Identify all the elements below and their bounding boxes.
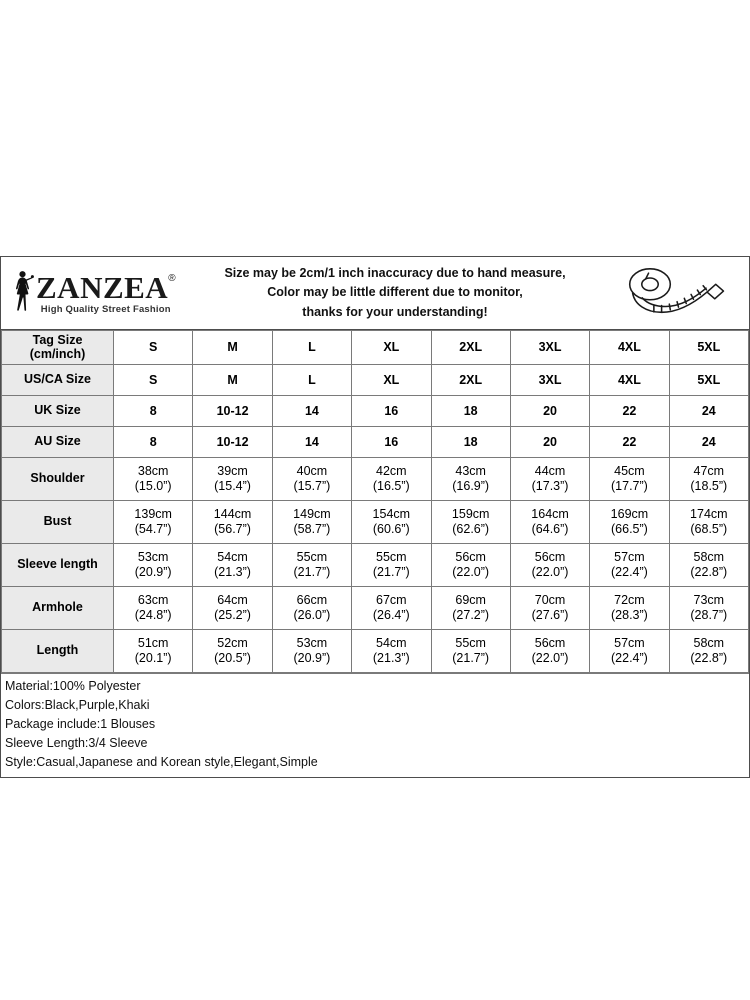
cell-length-6 — [590, 629, 669, 672]
measurement-notice — [181, 264, 609, 322]
value-inch: (18.5”) — [690, 478, 728, 493]
cell-shoulder-0 — [114, 457, 193, 500]
value-cm: 144cm — [213, 507, 252, 522]
value-cm: 39cm — [217, 464, 248, 479]
cell-sleeve-7 — [669, 543, 748, 586]
table-row — [2, 331, 749, 365]
value-cm: 54cm — [376, 636, 407, 651]
table-row — [2, 543, 749, 586]
cell-sleeve-6 — [590, 543, 669, 586]
value-cm: 56cm — [534, 636, 566, 651]
value-inch: (20.9”) — [293, 650, 331, 665]
size-chart-card — [0, 256, 750, 778]
cell-shoulder-2 — [272, 457, 351, 500]
value-cm: 55cm — [296, 550, 328, 565]
detail-colors: Colors:Black,Purple,Khaki — [5, 697, 150, 712]
woman-silhouette-icon — [9, 270, 35, 316]
value-inch: (16.9”) — [452, 478, 490, 493]
table-row — [2, 629, 749, 672]
value-cm: 53cm — [137, 550, 169, 565]
cell-armhole-2 — [272, 586, 351, 629]
cell-au-7: 24 — [669, 426, 748, 457]
cell-bust-2 — [272, 500, 351, 543]
notice-line-2: Color may be little different due to monitor, — [267, 285, 523, 300]
cell-au-4: 18 — [431, 426, 510, 457]
cell-us-ca-2: L — [272, 364, 351, 395]
value-cm: 53cm — [296, 636, 328, 651]
cell-uk-7: 24 — [669, 395, 748, 426]
registered-trademark-icon: ® — [168, 272, 176, 284]
cell-length-0 — [114, 629, 193, 672]
cell-sleeve-3 — [352, 543, 431, 586]
cell-sleeve-1 — [193, 543, 272, 586]
value-inch: (15.0”) — [134, 478, 172, 493]
cell-au-0: 8 — [114, 426, 193, 457]
value-inch: (28.7”) — [690, 607, 728, 622]
value-cm: 45cm — [614, 464, 645, 479]
value-inch: (17.3”) — [531, 478, 569, 493]
value-inch: (58.7”) — [293, 521, 331, 536]
cell-us-ca-6: 4XL — [590, 364, 669, 395]
value-cm: 57cm — [614, 550, 645, 565]
value-cm: 70cm — [534, 593, 566, 608]
cell-shoulder-7 — [669, 457, 748, 500]
value-inch: (60.6”) — [372, 521, 410, 536]
value-cm: 55cm — [455, 636, 486, 651]
cell-bust-3 — [352, 500, 431, 543]
value-inch: (22.8”) — [690, 650, 728, 665]
value-cm: 139cm — [134, 507, 172, 522]
value-cm: 56cm — [534, 550, 566, 565]
cell-armhole-1 — [193, 586, 272, 629]
cell-us-ca-1: M — [193, 364, 272, 395]
value-cm: 64cm — [217, 593, 248, 608]
cell-au-2: 14 — [272, 426, 351, 457]
notice-line-3: thanks for your understanding! — [302, 304, 488, 319]
value-inch: (25.2”) — [214, 607, 251, 622]
value-inch: (15.4”) — [214, 478, 251, 493]
value-cm: 154cm — [372, 507, 411, 522]
value-cm: 169cm — [610, 507, 649, 522]
value-cm: 174cm — [690, 507, 728, 522]
value-cm: 69cm — [455, 593, 486, 608]
cell-tag-size-2: L — [272, 331, 351, 365]
value-inch: (27.6”) — [531, 607, 569, 622]
cell-length-1 — [193, 629, 272, 672]
row-label-au-size: AU Size — [2, 426, 114, 457]
chart-header — [1, 257, 749, 330]
cell-armhole-7 — [669, 586, 748, 629]
value-inch: (15.7”) — [293, 478, 331, 493]
detail-material: Material:100% Polyester — [5, 678, 141, 693]
cell-shoulder-1 — [193, 457, 272, 500]
cell-tag-size-4: 2XL — [431, 331, 510, 365]
value-cm: 55cm — [376, 550, 407, 565]
row-label-us-ca-size: US/CA Size — [2, 364, 114, 395]
cell-bust-6 — [590, 500, 669, 543]
cell-shoulder-4 — [431, 457, 510, 500]
table-row — [2, 426, 749, 457]
cell-length-7 — [669, 629, 748, 672]
value-cm: 40cm — [296, 464, 328, 479]
cell-bust-5 — [510, 500, 589, 543]
product-details — [1, 673, 749, 777]
cell-us-ca-4: 2XL — [431, 364, 510, 395]
value-inch: (21.7”) — [293, 564, 331, 579]
value-cm: 63cm — [137, 593, 169, 608]
value-cm: 58cm — [693, 550, 725, 565]
cell-bust-7 — [669, 500, 748, 543]
value-cm: 73cm — [693, 593, 725, 608]
cell-au-6: 22 — [590, 426, 669, 457]
value-cm: 43cm — [455, 464, 486, 479]
cell-sleeve-5 — [510, 543, 589, 586]
tag-size-label-line2: (cm/inch) — [29, 347, 86, 362]
cell-bust-4 — [431, 500, 510, 543]
notice-line-1: Size may be 2cm/1 inch inaccuracy due to hand measure, — [224, 265, 566, 280]
cell-bust-0 — [114, 500, 193, 543]
cell-us-ca-3: XL — [352, 364, 431, 395]
detail-package-include: Package include:1 Blouses — [5, 716, 156, 731]
row-label-sleeve-length: Sleeve length — [2, 543, 114, 586]
value-inch: (26.0”) — [293, 607, 331, 622]
value-inch: (28.3”) — [611, 607, 648, 622]
cell-sleeve-2 — [272, 543, 351, 586]
cell-us-ca-5: 3XL — [510, 364, 589, 395]
cell-sleeve-4 — [431, 543, 510, 586]
value-inch: (62.6”) — [452, 521, 490, 536]
brand-tagline: High Quality Street Fashion — [40, 303, 171, 315]
cell-tag-size-6: 4XL — [590, 331, 669, 365]
row-label-armhole: Armhole — [2, 586, 114, 629]
value-inch: (21.3”) — [372, 650, 410, 665]
value-cm: 54cm — [217, 550, 248, 565]
brand-name: ZANZEA — [36, 269, 169, 305]
value-inch: (27.2”) — [452, 607, 490, 622]
cell-au-3: 16 — [352, 426, 431, 457]
tag-size-label-line1: Tag Size — [32, 333, 83, 347]
value-cm: 72cm — [614, 593, 645, 608]
cell-tag-size-5: 3XL — [510, 331, 589, 365]
measuring-tape-icon — [609, 263, 749, 323]
cell-armhole-3 — [352, 586, 431, 629]
cell-tag-size-7: 5XL — [669, 331, 748, 365]
value-cm: 58cm — [693, 636, 725, 651]
value-inch: (20.9”) — [134, 564, 172, 579]
cell-length-4 — [431, 629, 510, 672]
cell-tag-size-1: M — [193, 331, 272, 365]
table-row — [2, 395, 749, 426]
value-cm: 47cm — [693, 464, 725, 479]
row-label-uk-size: UK Size — [2, 395, 114, 426]
value-inch: (20.5”) — [214, 650, 251, 665]
value-inch: (22.8”) — [690, 564, 728, 579]
cell-us-ca-7: 5XL — [669, 364, 748, 395]
cell-length-3 — [352, 629, 431, 672]
cell-bust-1 — [193, 500, 272, 543]
cell-uk-2: 14 — [272, 395, 351, 426]
cell-au-5: 20 — [510, 426, 589, 457]
value-inch: (21.7”) — [452, 650, 490, 665]
cell-uk-1: 10-12 — [193, 395, 272, 426]
cell-tag-size-3: XL — [352, 331, 431, 365]
value-cm: 44cm — [534, 464, 566, 479]
cell-armhole-4 — [431, 586, 510, 629]
value-cm: 51cm — [137, 636, 169, 651]
table-row — [2, 457, 749, 500]
value-inch: (24.8”) — [134, 607, 172, 622]
table-row — [2, 364, 749, 395]
detail-sleeve-length: Sleeve Length:3/4 Sleeve — [5, 735, 148, 750]
value-cm: 66cm — [296, 593, 328, 608]
value-inch: (22.0”) — [452, 564, 490, 579]
cell-sleeve-0 — [114, 543, 193, 586]
table-row — [2, 500, 749, 543]
value-inch: (66.5”) — [611, 521, 648, 536]
cell-shoulder-6 — [590, 457, 669, 500]
value-inch: (17.7”) — [611, 478, 648, 493]
row-label-shoulder: Shoulder — [2, 457, 114, 500]
value-inch: (22.4”) — [611, 650, 648, 665]
cell-shoulder-3 — [352, 457, 431, 500]
value-cm: 159cm — [451, 507, 490, 522]
cell-uk-0: 8 — [114, 395, 193, 426]
value-inch: (64.6”) — [531, 521, 569, 536]
value-inch: (21.7”) — [372, 564, 410, 579]
row-label-bust: Bust — [2, 500, 114, 543]
value-inch: (26.4”) — [372, 607, 410, 622]
cell-uk-6: 22 — [590, 395, 669, 426]
cell-armhole-6 — [590, 586, 669, 629]
value-inch: (22.0”) — [531, 564, 569, 579]
brand-wordmark — [36, 269, 176, 315]
value-inch: (56.7”) — [214, 521, 251, 536]
value-inch: (22.0”) — [531, 650, 569, 665]
value-cm: 57cm — [614, 636, 645, 651]
brand-logo — [1, 270, 181, 316]
value-inch: (20.1”) — [134, 650, 172, 665]
cell-au-1: 10-12 — [193, 426, 272, 457]
table-row — [2, 586, 749, 629]
cell-uk-5: 20 — [510, 395, 589, 426]
value-cm: 42cm — [376, 464, 407, 479]
cell-armhole-0 — [114, 586, 193, 629]
value-inch: (16.5”) — [372, 478, 410, 493]
detail-style: Style:Casual,Japanese and Korean style,Elegant,Simple — [5, 754, 318, 769]
value-inch: (68.5”) — [690, 521, 728, 536]
cell-tag-size-0: S — [114, 331, 193, 365]
cell-uk-4: 18 — [431, 395, 510, 426]
row-label-length: Length — [2, 629, 114, 672]
value-inch: (54.7”) — [134, 521, 172, 536]
value-cm: 52cm — [217, 636, 248, 651]
cell-length-5 — [510, 629, 589, 672]
cell-uk-3: 16 — [352, 395, 431, 426]
value-cm: 164cm — [531, 507, 569, 522]
value-inch: (22.4”) — [611, 564, 648, 579]
value-cm: 149cm — [293, 507, 331, 522]
cell-length-2 — [272, 629, 351, 672]
value-inch: (21.3”) — [214, 564, 251, 579]
value-cm: 38cm — [137, 464, 169, 479]
cell-shoulder-5 — [510, 457, 589, 500]
cell-us-ca-0: S — [114, 364, 193, 395]
value-cm: 67cm — [376, 593, 407, 608]
value-cm: 56cm — [455, 550, 486, 565]
row-label-tag-size — [2, 331, 114, 365]
cell-armhole-5 — [510, 586, 589, 629]
size-measurement-table — [1, 330, 749, 673]
